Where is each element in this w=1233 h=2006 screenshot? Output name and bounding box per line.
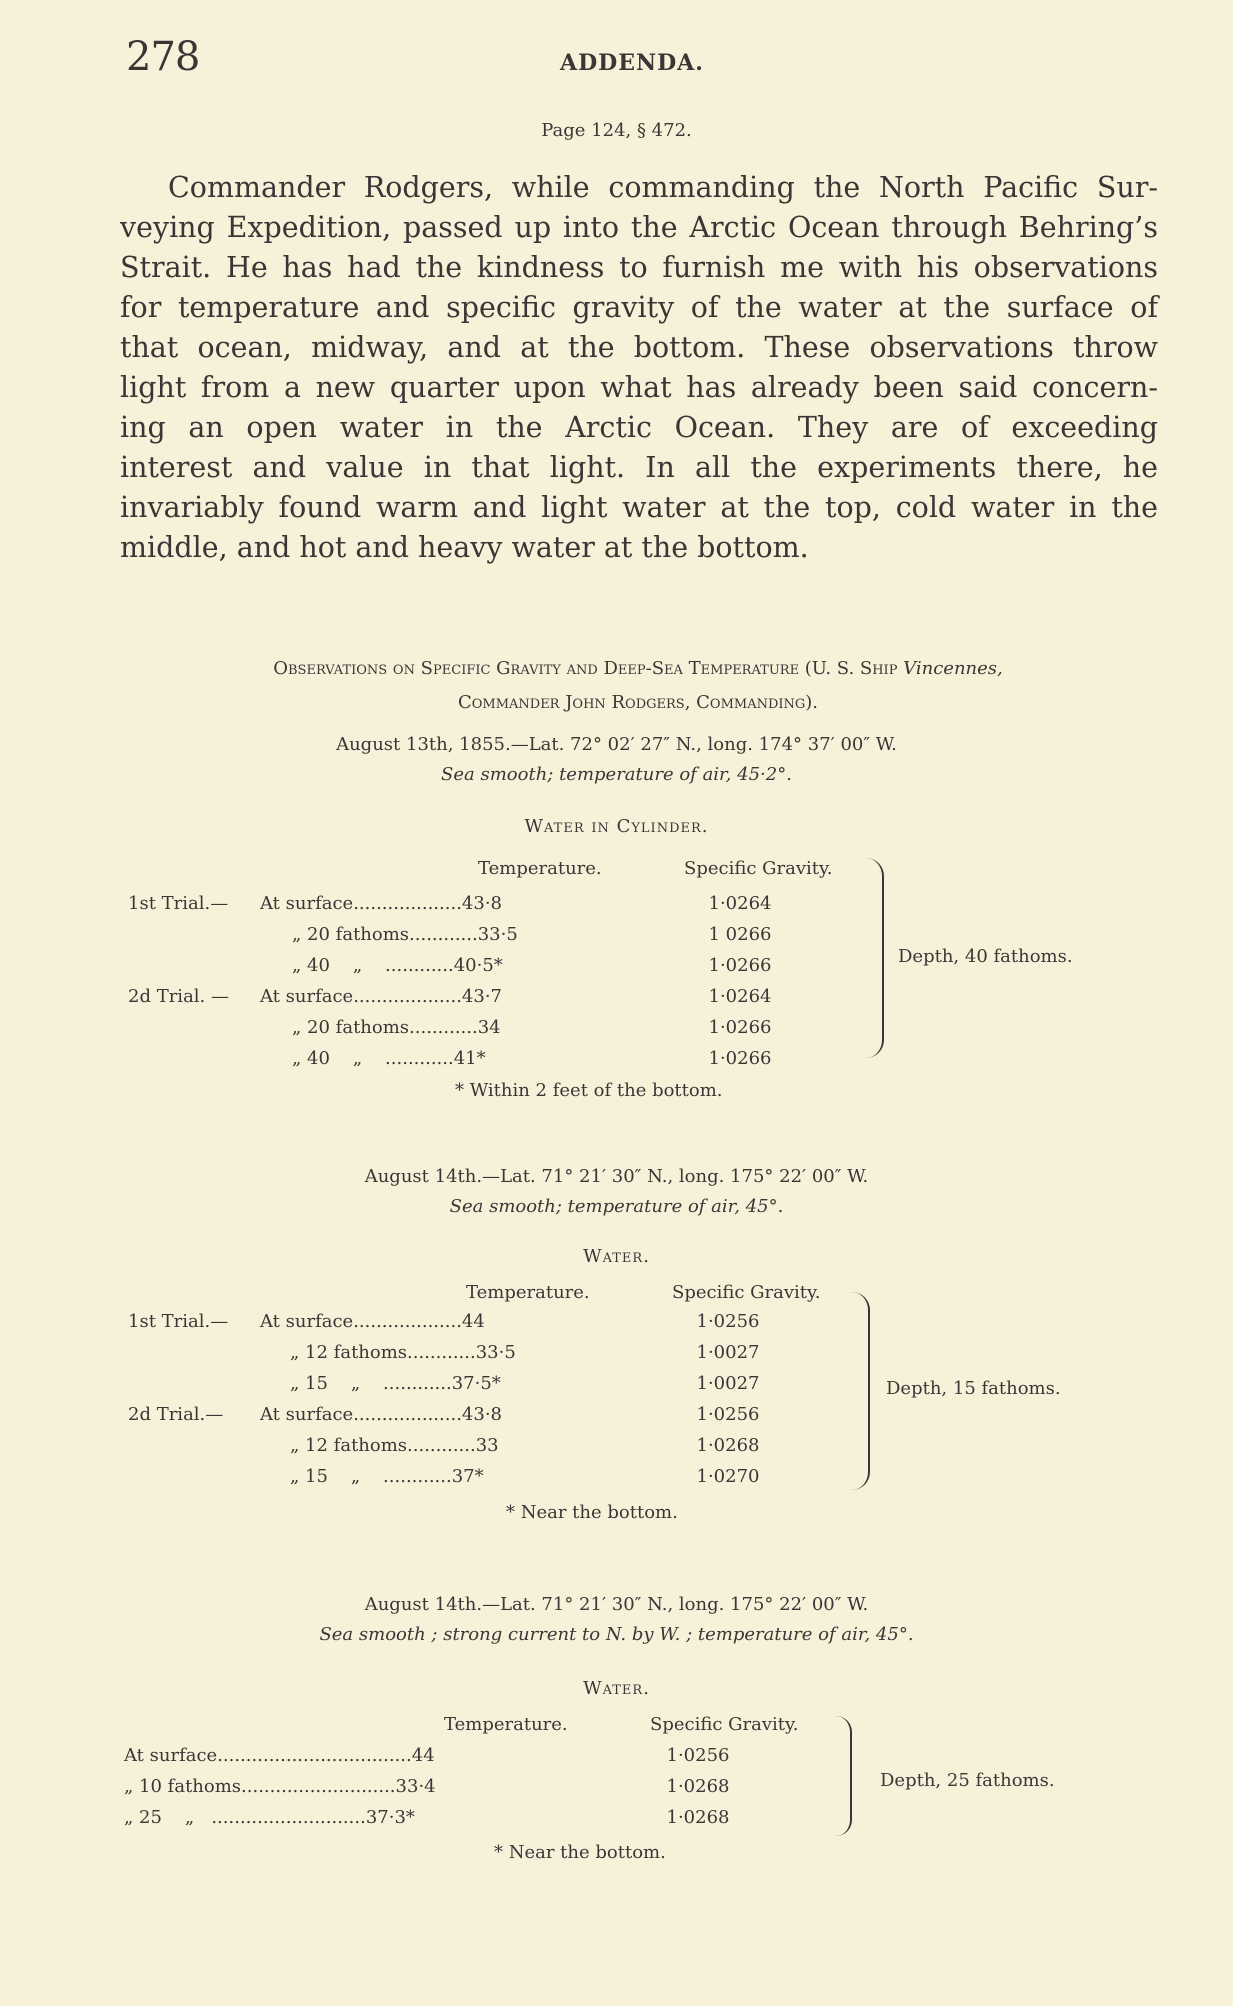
depth-label: „ 12 fathoms — [290, 1435, 408, 1456]
table-row — [128, 1399, 808, 1430]
specific-gravity-value: 1·0270 — [696, 1466, 760, 1487]
specific-gravity-value: 1·0256 — [666, 1745, 730, 1766]
leader-dots: ............ — [409, 1017, 478, 1038]
leader-dots: .................................. — [217, 1745, 412, 1766]
temperature-value: 37* — [451, 1466, 484, 1487]
section-2-date-line: August 14th.—Lat. 71° 21′ 30″ N., long. 175° 22′ 00″ W. — [364, 1166, 869, 1187]
body-line: Strait. He has had the kindness to furnish me with his observations — [120, 251, 1158, 284]
trial-label: 1st Trial.— — [128, 1311, 229, 1332]
leader-dots: ............ — [407, 1435, 476, 1456]
table-row — [128, 981, 820, 1012]
specific-gravity-value: 1·0268 — [666, 1807, 730, 1828]
depth-cell — [260, 1368, 648, 1399]
leader-dots: ............ — [360, 1373, 452, 1394]
table-row — [128, 1043, 820, 1074]
depth-cell — [260, 1399, 648, 1430]
temperature-value: 40·5* — [453, 955, 503, 976]
trial-label — [128, 950, 260, 981]
section-3-table — [124, 1740, 778, 1833]
section-2-col-specific-gravity: Specific Gravity. — [672, 1282, 821, 1303]
specific-gravity-value: 1·0268 — [666, 1776, 730, 1797]
depth-label: „ 20 fathoms — [292, 1017, 410, 1038]
brace-icon — [866, 858, 884, 1058]
leader-dots: ................... — [353, 1404, 462, 1425]
table-row — [128, 1337, 808, 1368]
table-row — [128, 888, 820, 919]
table-row — [128, 950, 820, 981]
section-3-heading: Water. — [583, 1678, 650, 1699]
depth-label: At surface — [260, 986, 354, 1007]
specific-gravity-value: 1 0266 — [708, 924, 772, 945]
specific-gravity-value: 1·0256 — [696, 1404, 760, 1425]
depth-label: „ 15 „ — [290, 1373, 361, 1394]
temperature-value: 41* — [453, 1048, 486, 1069]
depth-label: At surface — [260, 1404, 354, 1425]
table-row — [128, 1306, 808, 1337]
depth-cell — [260, 1337, 648, 1368]
trial-label — [128, 1430, 260, 1461]
section-3-footnote: * Near the bottom. — [494, 1842, 666, 1863]
section-1-footnote: * Within 2 feet of the bottom. — [455, 1080, 723, 1101]
temperature-value: 37·5* — [451, 1373, 501, 1394]
leader-dots: ................... — [353, 1311, 462, 1332]
leader-dots: ................... — [353, 893, 462, 914]
page-reference — [0, 120, 1233, 141]
depth-label: At surface — [124, 1745, 218, 1766]
specific-gravity-value: 1·0266 — [708, 955, 772, 976]
section-2-footnote: * Near the bottom. — [506, 1502, 678, 1523]
trial-label — [128, 1043, 260, 1074]
section-1-col-temperature: Temperature. — [478, 858, 602, 879]
body-line: invariably found warm and light water at the top, cold water in the — [120, 491, 1158, 524]
ship-name: Vincennes, — [903, 658, 1003, 679]
section-2-col-temperature: Temperature. — [466, 1282, 590, 1303]
temperature-value: 33·5 — [477, 924, 518, 945]
trial-label — [128, 1337, 260, 1368]
table-row — [128, 919, 820, 950]
trial-label: 2d Trial.— — [128, 1404, 224, 1425]
depth-cell — [124, 1740, 618, 1771]
specific-gravity-value: 1·0256 — [696, 1311, 760, 1332]
page-number: 278 — [126, 34, 200, 80]
temperature-value: 37·3* — [365, 1807, 415, 1828]
section-1-col-specific-gravity: Specific Gravity. — [684, 858, 833, 879]
temperature-value: 33·5 — [475, 1342, 516, 1363]
section-2-depth-note: Depth, 15 fathoms. — [886, 1378, 1061, 1399]
temperature-value: 43·7 — [461, 986, 502, 1007]
leader-dots: ........................... — [241, 1776, 396, 1797]
temperature-value: 43·8 — [461, 893, 502, 914]
specific-gravity-value: 1·0027 — [696, 1342, 760, 1363]
body-line: that ocean, midway, and at the bottom. These observations throw — [120, 331, 1158, 364]
table-row — [124, 1771, 778, 1802]
caption-commander: Commander John Rodgers, Commanding). — [457, 692, 819, 713]
section-3-col-temperature: Temperature. — [444, 1714, 568, 1735]
specific-gravity-value: 1·0268 — [696, 1435, 760, 1456]
temperature-value: 44 — [411, 1745, 435, 1766]
temperature-value: 34 — [477, 1017, 501, 1038]
section-1-conditions: Sea smooth; temperature of air, 45·2°. — [441, 764, 792, 785]
specific-gravity-value: 1·0266 — [708, 1048, 772, 1069]
running-head: ADDENDA. — [560, 50, 704, 76]
depth-cell — [260, 1461, 648, 1492]
leader-dots: ............ — [360, 1466, 452, 1487]
depth-label: „ 10 fathoms — [124, 1776, 242, 1797]
section-3-date-line: August 14th.—Lat. 71° 21′ 30″ N., long. 175° 22′ 00″ W. — [364, 1594, 869, 1615]
depth-cell — [260, 919, 660, 950]
depth-cell — [260, 981, 660, 1012]
table-row — [128, 1461, 808, 1492]
body-line: veying Expedition, passed up into the Arctic Ocean through Behring’s — [120, 211, 1158, 244]
depth-cell — [260, 1430, 648, 1461]
specific-gravity-value: 1·0264 — [708, 986, 772, 1007]
depth-cell — [260, 888, 660, 919]
leader-dots: ........................... — [194, 1807, 366, 1828]
leader-dots: ............ — [407, 1342, 476, 1363]
depth-label: „ 20 fathoms — [292, 924, 410, 945]
depth-cell — [260, 950, 660, 981]
body-line: ing an open water in the Arctic Ocean. They are of exceeding — [120, 411, 1158, 444]
specific-gravity-value: 1·0264 — [708, 893, 772, 914]
specific-gravity-value: 1·0266 — [708, 1017, 772, 1038]
page-reference-text: Page 124, § 472. — [541, 120, 692, 141]
table-row — [128, 1368, 808, 1399]
observations-caption — [118, 652, 1158, 720]
depth-label: „ 15 „ — [290, 1466, 361, 1487]
trial-label: 1st Trial.— — [128, 893, 229, 914]
body-line: for temperature and specific gravity of the water at the surface of — [120, 291, 1158, 324]
section-2-conditions: Sea smooth; temperature of air, 45°. — [449, 1196, 784, 1217]
temperature-value: 43·8 — [461, 1404, 502, 1425]
depth-label: „ 25 „ — [124, 1807, 195, 1828]
depth-label: „ 40 „ — [292, 1048, 363, 1069]
body-paragraph — [120, 168, 1158, 568]
body-line: light from a new quarter upon what has already been said concern- — [120, 371, 1158, 404]
trial-label: 2d Trial. — — [128, 986, 229, 1007]
brace-icon — [836, 1716, 852, 1836]
section-2-table — [128, 1306, 808, 1492]
trial-label — [128, 919, 260, 950]
depth-label: At surface — [260, 1311, 354, 1332]
leader-dots: ............ — [409, 924, 478, 945]
depth-label: At surface — [260, 893, 354, 914]
section-1-heading: Water in Cylinder. — [524, 816, 709, 837]
section-3-conditions: Sea smooth ; strong current to N. by W. ; temperature of air, 45°. — [319, 1624, 914, 1645]
trial-label — [128, 1368, 260, 1399]
body-line: interest and value in that light. In all the experiments there, he — [120, 451, 1158, 484]
section-2-heading: Water. — [583, 1246, 650, 1267]
depth-cell — [260, 1012, 660, 1043]
trial-label — [128, 1461, 260, 1492]
depth-cell — [260, 1306, 648, 1337]
specific-gravity-value: 1·0027 — [696, 1373, 760, 1394]
leader-dots: ................... — [353, 986, 462, 1007]
leader-dots: ............ — [362, 955, 454, 976]
table-row — [128, 1430, 808, 1461]
table-row — [124, 1802, 778, 1833]
section-3-depth-note: Depth, 25 fathoms. — [880, 1770, 1055, 1791]
table-row — [128, 1012, 820, 1043]
depth-label: „ 40 „ — [292, 955, 363, 976]
body-line: middle, and hot and heavy water at the bottom. — [120, 531, 809, 564]
depth-cell — [124, 1802, 618, 1833]
brace-icon — [852, 1292, 870, 1490]
trial-label — [128, 1012, 260, 1043]
depth-cell — [260, 1043, 660, 1074]
section-1-depth-note: Depth, 40 fathoms. — [898, 946, 1073, 967]
table-row — [124, 1740, 778, 1771]
caption-title-main: Observations on Specific Gravity and Deep-Sea Temperature (U. S. Ship — [273, 658, 904, 679]
depth-cell — [124, 1771, 618, 1802]
temperature-value: 44 — [461, 1311, 485, 1332]
temperature-value: 33·4 — [395, 1776, 436, 1797]
body-line: Commander Rodgers, while commanding the North Pacific Sur- — [168, 171, 1158, 204]
temperature-value: 33 — [475, 1435, 499, 1456]
section-1-table — [128, 888, 820, 1074]
leader-dots: ............ — [362, 1048, 454, 1069]
section-3-col-specific-gravity: Specific Gravity. — [650, 1714, 799, 1735]
depth-label: „ 12 fathoms — [290, 1342, 408, 1363]
section-1-date-line: August 13th, 1855.—Lat. 72° 02′ 27″ N., long. 174° 37′ 00″ W. — [336, 734, 897, 755]
